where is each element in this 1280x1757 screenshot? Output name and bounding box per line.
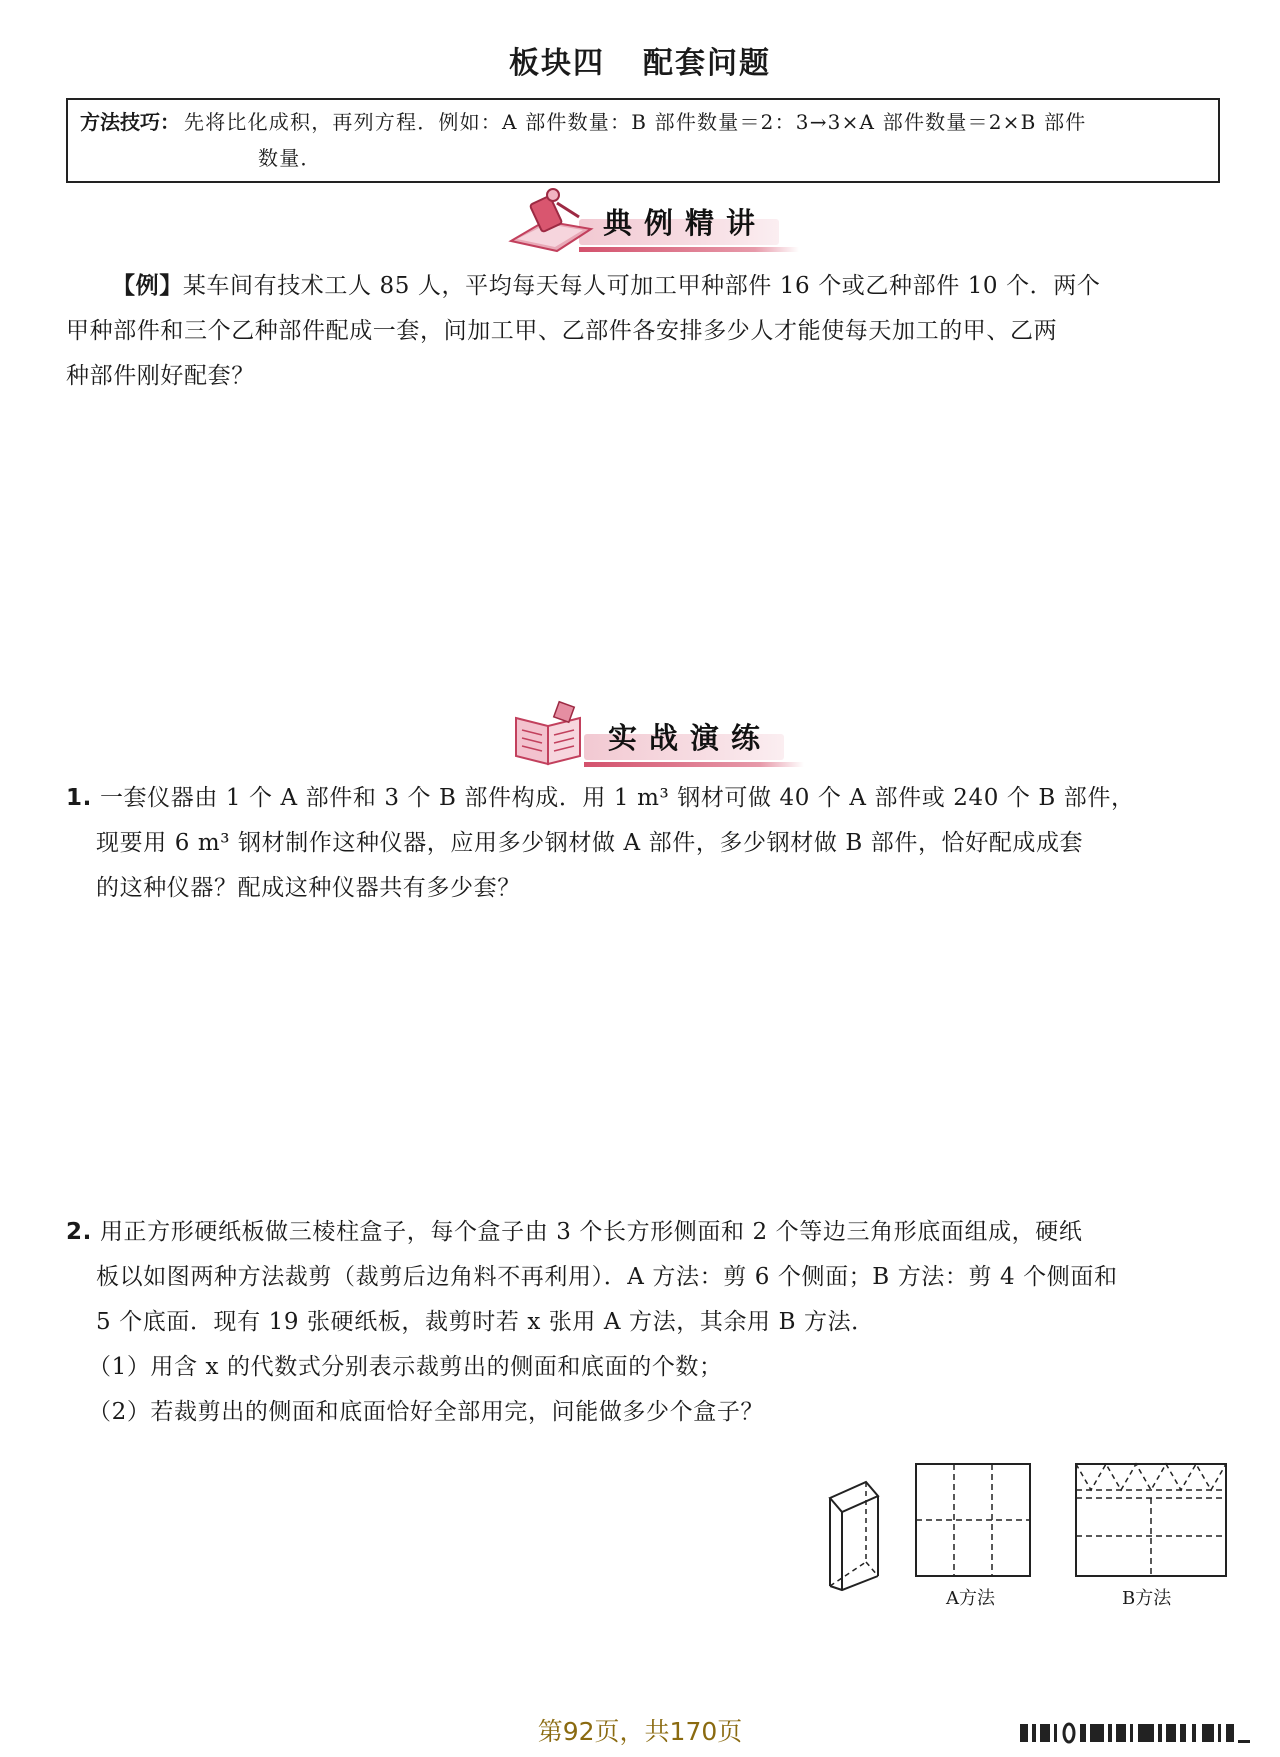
section-header-examples (505, 185, 825, 257)
method-a-caption: A方法 (946, 1588, 995, 1609)
section-header-practice (510, 700, 830, 772)
example-text-line2: 甲种部件和三个乙种部件配成一套，问加工甲、乙部件各安排多少人才能使每天加工的甲、乙两 (66, 318, 1058, 344)
question-2-sub1: （1）用含 x 的代数式分别表示裁剪出的侧面和底面的个数； (88, 1354, 723, 1380)
method-tips-text-line1: 先将比化成积，再列方程．例如：A 部件数量：B 部件数量＝2：3→3×A 部件数量＝2×B 部件 (184, 110, 1087, 134)
question-1 (66, 776, 1226, 916)
question-1-number: 1. (66, 785, 92, 811)
section-label-practice: 实战演练 (608, 721, 773, 755)
question-1-line1: 一套仪器由 1 个 A 部件和 3 个 B 部件构成．用 1 m³ 钢材可做 40 个 A 部件或 240 个 B 部件， (99, 785, 1135, 811)
question-2-line3: 5 个底面．现有 19 张硬纸板，裁剪时若 x 张用 A 方法，其余用 B 方法． (96, 1309, 875, 1335)
example-problem (66, 264, 1226, 404)
header-underline (584, 762, 804, 767)
page-footer: 第92页，共170页 (537, 1717, 743, 1746)
method-tips-label: 方法技巧： (80, 110, 180, 134)
section-label-examples: 典例精讲 (603, 206, 768, 240)
question-1-line2: 现要用 6 m³ 钢材制作这种仪器，应用多少钢材做 A 部件，多少钢材做 B 部件，恰好配成成套 (96, 830, 1084, 856)
open-book-icon (510, 700, 590, 770)
question-2-number: 2. (66, 1219, 92, 1245)
question-1-line3: 的这种仪器？配成这种仪器共有多少套？ (96, 875, 521, 901)
method-b-diagram (1074, 1462, 1230, 1582)
scan-watermark-icon (1020, 1722, 1250, 1744)
cutting-methods-figure (826, 1462, 1246, 1612)
page-title (0, 38, 1280, 82)
question-2-sub2: （2）若裁剪出的侧面和底面恰好全部用完，问能做多少个盒子？ (88, 1399, 765, 1425)
method-b-caption: B方法 (1122, 1588, 1172, 1609)
pencil-sharpener-icon (505, 185, 595, 255)
example-tag: 【例】 (112, 273, 183, 299)
triangular-prism-diagram (826, 1474, 884, 1594)
question-2-line2: 板以如图两种方法裁剪（裁剪后边角料不再利用）．A 方法：剪 6 个侧面；B 方法：剪 4 个侧面和 (96, 1264, 1118, 1290)
method-tips-box (66, 98, 1220, 183)
method-a-diagram (914, 1462, 1034, 1582)
question-2-line1: 用正方形硬纸板做三棱柱盒子，每个盒子由 3 个长方形侧面和 2 个等边三角形底面组成，硬纸 (99, 1219, 1083, 1245)
example-text-line3: 种部件刚好配套？ (66, 363, 255, 389)
example-text-line1: 某车间有技术工人 85 人，平均每天每人可加工甲种部件 16 个或乙种部件 10 个．两个 (182, 273, 1101, 299)
header-underline (579, 247, 799, 252)
title-part-2: 配套问题 (643, 46, 771, 81)
method-tips-text-line2: 数量． (258, 146, 322, 170)
title-part-1: 板块四 (509, 46, 605, 81)
question-2 (66, 1210, 1226, 1440)
